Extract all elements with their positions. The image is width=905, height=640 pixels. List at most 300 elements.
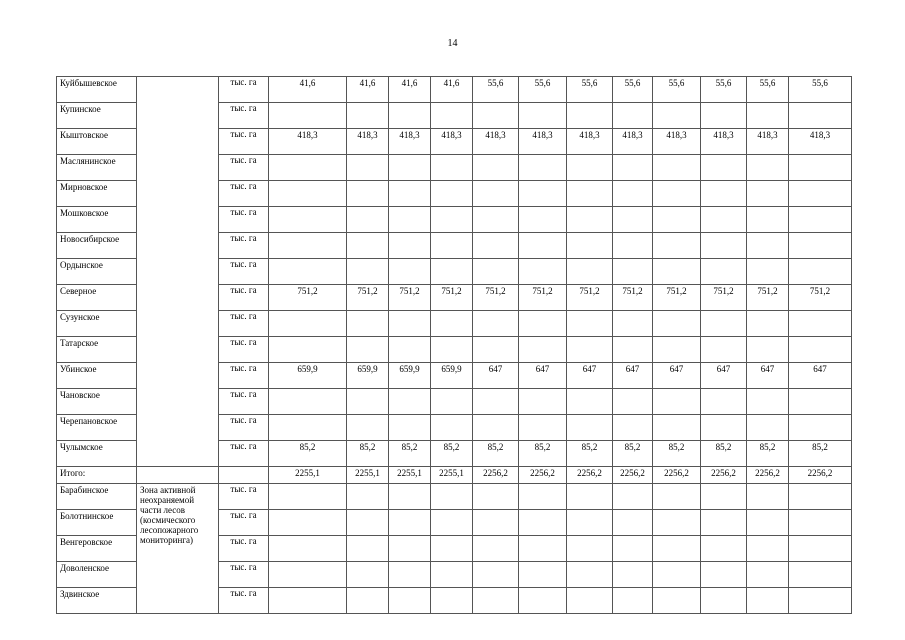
unit-cell: тыс. га: [219, 588, 269, 614]
value-cell: [519, 233, 567, 259]
value-cell: [269, 103, 347, 129]
value-cell: [747, 484, 789, 510]
total-value-cell: 2255,1: [431, 467, 473, 484]
value-cell: 85,2: [519, 441, 567, 467]
value-cell: [747, 562, 789, 588]
value-cell: [613, 510, 653, 536]
value-cell: 647: [613, 363, 653, 389]
value-cell: [389, 259, 431, 285]
zone-cell: [137, 467, 219, 484]
value-cell: 751,2: [389, 285, 431, 311]
unit-cell: тыс. га: [219, 259, 269, 285]
value-cell: [473, 415, 519, 441]
value-cell: [473, 484, 519, 510]
value-cell: [389, 536, 431, 562]
value-cell: [431, 181, 473, 207]
district-name: Чановское: [57, 389, 137, 415]
district-name: Барабинское: [57, 484, 137, 510]
unit-cell: тыс. га: [219, 129, 269, 155]
forest-area-table: [56, 76, 852, 614]
value-cell: [613, 389, 653, 415]
value-cell: [519, 562, 567, 588]
value-cell: [789, 562, 852, 588]
total-value-cell: 2256,2: [567, 467, 613, 484]
value-cell: [473, 588, 519, 614]
value-cell: [747, 259, 789, 285]
value-cell: [389, 233, 431, 259]
value-cell: [347, 484, 389, 510]
zone-cell: [137, 77, 219, 467]
value-cell: [431, 233, 473, 259]
unit-cell: тыс. га: [219, 103, 269, 129]
value-cell: 418,3: [269, 129, 347, 155]
value-cell: [789, 484, 852, 510]
value-cell: [613, 259, 653, 285]
value-cell: 647: [653, 363, 701, 389]
district-name: Мирновское: [57, 181, 137, 207]
value-cell: [389, 588, 431, 614]
value-cell: [473, 233, 519, 259]
value-cell: 55,6: [613, 77, 653, 103]
value-cell: [701, 181, 747, 207]
value-cell: [653, 233, 701, 259]
value-cell: [269, 588, 347, 614]
value-cell: [613, 415, 653, 441]
value-cell: [701, 536, 747, 562]
value-cell: [473, 510, 519, 536]
value-cell: [389, 103, 431, 129]
value-cell: [789, 389, 852, 415]
table-row: [57, 77, 852, 103]
district-name: Болотнинское: [57, 510, 137, 536]
value-cell: [567, 207, 613, 233]
district-name: Черепановское: [57, 415, 137, 441]
unit-cell: тыс. га: [219, 441, 269, 467]
value-cell: [519, 389, 567, 415]
district-name: Доволенское: [57, 562, 137, 588]
district-name: Здвинское: [57, 588, 137, 614]
value-cell: 418,3: [701, 129, 747, 155]
value-cell: [389, 207, 431, 233]
value-cell: 41,6: [431, 77, 473, 103]
value-cell: [473, 337, 519, 363]
value-cell: 85,2: [653, 441, 701, 467]
value-cell: [519, 311, 567, 337]
value-cell: [431, 484, 473, 510]
value-cell: [613, 562, 653, 588]
value-cell: 647: [473, 363, 519, 389]
value-cell: [701, 337, 747, 363]
value-cell: [389, 181, 431, 207]
value-cell: 55,6: [473, 77, 519, 103]
value-cell: [269, 259, 347, 285]
value-cell: [747, 233, 789, 259]
value-cell: 418,3: [347, 129, 389, 155]
unit-cell: тыс. га: [219, 415, 269, 441]
value-cell: [269, 155, 347, 181]
value-cell: 418,3: [653, 129, 701, 155]
value-cell: 418,3: [431, 129, 473, 155]
value-cell: [567, 311, 613, 337]
value-cell: [747, 389, 789, 415]
value-cell: [269, 337, 347, 363]
total-value-cell: 2255,1: [347, 467, 389, 484]
value-cell: [789, 337, 852, 363]
value-cell: 751,2: [789, 285, 852, 311]
value-cell: [269, 389, 347, 415]
value-cell: [473, 536, 519, 562]
value-cell: [347, 415, 389, 441]
value-cell: [347, 233, 389, 259]
value-cell: 55,6: [567, 77, 613, 103]
value-cell: [519, 484, 567, 510]
district-name: Сузунское: [57, 311, 137, 337]
value-cell: [747, 181, 789, 207]
value-cell: [519, 207, 567, 233]
value-cell: 659,9: [389, 363, 431, 389]
value-cell: 55,6: [701, 77, 747, 103]
value-cell: [473, 181, 519, 207]
value-cell: 55,6: [653, 77, 701, 103]
total-row: [57, 467, 852, 484]
value-cell: 55,6: [747, 77, 789, 103]
unit-cell: тыс. га: [219, 181, 269, 207]
total-value-cell: 2256,2: [701, 467, 747, 484]
value-cell: [653, 484, 701, 510]
value-cell: 85,2: [431, 441, 473, 467]
value-cell: [567, 103, 613, 129]
value-cell: [389, 415, 431, 441]
value-cell: [747, 207, 789, 233]
value-cell: [347, 389, 389, 415]
value-cell: 751,2: [613, 285, 653, 311]
value-cell: [389, 510, 431, 536]
unit-cell: тыс. га: [219, 285, 269, 311]
value-cell: [519, 155, 567, 181]
unit-cell: тыс. га: [219, 562, 269, 588]
value-cell: [747, 311, 789, 337]
value-cell: [347, 181, 389, 207]
value-cell: [347, 103, 389, 129]
value-cell: [519, 510, 567, 536]
unit-cell: тыс. га: [219, 510, 269, 536]
value-cell: [789, 259, 852, 285]
value-cell: [653, 103, 701, 129]
value-cell: [389, 562, 431, 588]
value-cell: [567, 155, 613, 181]
value-cell: [653, 562, 701, 588]
value-cell: [653, 415, 701, 441]
value-cell: 418,3: [389, 129, 431, 155]
unit-cell: тыс. га: [219, 484, 269, 510]
value-cell: 85,2: [701, 441, 747, 467]
value-cell: 418,3: [567, 129, 613, 155]
value-cell: 41,6: [389, 77, 431, 103]
value-cell: [431, 311, 473, 337]
value-cell: 751,2: [701, 285, 747, 311]
value-cell: [269, 207, 347, 233]
value-cell: [653, 510, 701, 536]
value-cell: [347, 536, 389, 562]
value-cell: [431, 337, 473, 363]
value-cell: [613, 181, 653, 207]
value-cell: 751,2: [347, 285, 389, 311]
value-cell: 85,2: [473, 441, 519, 467]
value-cell: 85,2: [269, 441, 347, 467]
value-cell: 41,6: [347, 77, 389, 103]
value-cell: [747, 415, 789, 441]
value-cell: [389, 155, 431, 181]
value-cell: [789, 588, 852, 614]
value-cell: 85,2: [389, 441, 431, 467]
value-cell: [701, 588, 747, 614]
value-cell: [473, 155, 519, 181]
value-cell: [613, 536, 653, 562]
value-cell: [431, 389, 473, 415]
value-cell: 85,2: [347, 441, 389, 467]
district-name: Маслянинское: [57, 155, 137, 181]
value-cell: [431, 536, 473, 562]
value-cell: [747, 103, 789, 129]
value-cell: [613, 103, 653, 129]
value-cell: 659,9: [431, 363, 473, 389]
value-cell: [519, 337, 567, 363]
value-cell: [613, 588, 653, 614]
unit-cell: тыс. га: [219, 77, 269, 103]
value-cell: [347, 311, 389, 337]
value-cell: 85,2: [789, 441, 852, 467]
value-cell: 647: [567, 363, 613, 389]
value-cell: [389, 484, 431, 510]
value-cell: [701, 415, 747, 441]
value-cell: [653, 311, 701, 337]
value-cell: [473, 259, 519, 285]
total-value-cell: 2256,2: [747, 467, 789, 484]
unit-cell: тыс. га: [219, 389, 269, 415]
value-cell: [701, 155, 747, 181]
value-cell: [431, 103, 473, 129]
total-label: Итого:: [57, 467, 137, 484]
value-cell: [567, 415, 613, 441]
value-cell: [613, 484, 653, 510]
value-cell: [789, 311, 852, 337]
value-cell: [789, 103, 852, 129]
value-cell: [389, 389, 431, 415]
district-name: Ордынское: [57, 259, 137, 285]
value-cell: [431, 588, 473, 614]
value-cell: [653, 259, 701, 285]
total-value-cell: 2256,2: [789, 467, 852, 484]
value-cell: [431, 415, 473, 441]
value-cell: 55,6: [519, 77, 567, 103]
value-cell: [613, 207, 653, 233]
value-cell: [653, 207, 701, 233]
value-cell: [653, 389, 701, 415]
value-cell: [519, 588, 567, 614]
value-cell: [613, 155, 653, 181]
district-name: Новосибирское: [57, 233, 137, 259]
value-cell: 85,2: [567, 441, 613, 467]
value-cell: [431, 510, 473, 536]
value-cell: [701, 562, 747, 588]
value-cell: [747, 510, 789, 536]
value-cell: [789, 181, 852, 207]
value-cell: [473, 207, 519, 233]
unit-cell: тыс. га: [219, 233, 269, 259]
value-cell: 751,2: [747, 285, 789, 311]
value-cell: [567, 510, 613, 536]
value-cell: [701, 484, 747, 510]
value-cell: [701, 233, 747, 259]
district-name: Убинское: [57, 363, 137, 389]
total-value-cell: 2256,2: [473, 467, 519, 484]
district-name: Купинское: [57, 103, 137, 129]
value-cell: [269, 415, 347, 441]
value-cell: [389, 337, 431, 363]
district-name: Куйбышевское: [57, 77, 137, 103]
value-cell: [473, 389, 519, 415]
value-cell: [519, 415, 567, 441]
value-cell: [789, 415, 852, 441]
value-cell: [747, 536, 789, 562]
value-cell: [431, 155, 473, 181]
value-cell: [653, 181, 701, 207]
district-name: Северное: [57, 285, 137, 311]
value-cell: [567, 588, 613, 614]
total-value-cell: 2256,2: [613, 467, 653, 484]
value-cell: [269, 562, 347, 588]
value-cell: [389, 311, 431, 337]
unit-cell: тыс. га: [219, 311, 269, 337]
value-cell: [347, 207, 389, 233]
value-cell: [789, 233, 852, 259]
value-cell: [701, 259, 747, 285]
value-cell: 418,3: [789, 129, 852, 155]
value-cell: 85,2: [747, 441, 789, 467]
value-cell: [269, 510, 347, 536]
value-cell: [653, 155, 701, 181]
value-cell: [347, 337, 389, 363]
value-cell: 418,3: [519, 129, 567, 155]
value-cell: [567, 259, 613, 285]
value-cell: 659,9: [347, 363, 389, 389]
unit-cell: тыс. га: [219, 155, 269, 181]
value-cell: 647: [519, 363, 567, 389]
value-cell: 647: [701, 363, 747, 389]
value-cell: [519, 181, 567, 207]
value-cell: [473, 103, 519, 129]
value-cell: [747, 337, 789, 363]
value-cell: [701, 207, 747, 233]
value-cell: [519, 259, 567, 285]
value-cell: [701, 311, 747, 337]
value-cell: [653, 337, 701, 363]
value-cell: [789, 510, 852, 536]
value-cell: 659,9: [269, 363, 347, 389]
value-cell: [653, 588, 701, 614]
value-cell: [613, 311, 653, 337]
value-cell: [431, 562, 473, 588]
value-cell: [347, 259, 389, 285]
value-cell: 85,2: [613, 441, 653, 467]
value-cell: [269, 536, 347, 562]
value-cell: [519, 103, 567, 129]
table-row: [57, 484, 852, 510]
value-cell: 55,6: [789, 77, 852, 103]
value-cell: [347, 510, 389, 536]
district-name: Кыштовское: [57, 129, 137, 155]
value-cell: 418,3: [747, 129, 789, 155]
value-cell: 647: [789, 363, 852, 389]
value-cell: [567, 337, 613, 363]
value-cell: [567, 233, 613, 259]
total-value-cell: 2255,1: [269, 467, 347, 484]
value-cell: [747, 588, 789, 614]
value-cell: 751,2: [431, 285, 473, 311]
value-cell: 751,2: [567, 285, 613, 311]
value-cell: [567, 181, 613, 207]
unit-cell: тыс. га: [219, 207, 269, 233]
value-cell: [269, 181, 347, 207]
value-cell: [347, 155, 389, 181]
value-cell: [347, 562, 389, 588]
page-number: 14: [447, 38, 458, 49]
value-cell: [701, 510, 747, 536]
zone-label: Зона активной неохраняемой части лесов (космического лесопожарного мониторинга): [137, 484, 219, 614]
district-name: Татарское: [57, 337, 137, 363]
value-cell: [269, 311, 347, 337]
total-value-cell: 2256,2: [519, 467, 567, 484]
value-cell: [347, 588, 389, 614]
value-cell: [269, 233, 347, 259]
value-cell: [789, 207, 852, 233]
unit-cell: тыс. га: [219, 363, 269, 389]
unit-cell: тыс. га: [219, 337, 269, 363]
value-cell: 41,6: [269, 77, 347, 103]
value-cell: [567, 484, 613, 510]
value-cell: [701, 389, 747, 415]
value-cell: [613, 337, 653, 363]
value-cell: [613, 233, 653, 259]
value-cell: [789, 155, 852, 181]
district-name: Мошковское: [57, 207, 137, 233]
value-cell: [567, 562, 613, 588]
value-cell: [747, 155, 789, 181]
value-cell: [701, 103, 747, 129]
value-cell: 418,3: [473, 129, 519, 155]
value-cell: 418,3: [613, 129, 653, 155]
value-cell: [473, 311, 519, 337]
value-cell: 647: [747, 363, 789, 389]
value-cell: [789, 536, 852, 562]
value-cell: [431, 207, 473, 233]
value-cell: [473, 562, 519, 588]
value-cell: 751,2: [269, 285, 347, 311]
value-cell: [653, 536, 701, 562]
value-cell: [431, 259, 473, 285]
total-value-cell: 2255,1: [389, 467, 431, 484]
value-cell: [269, 484, 347, 510]
value-cell: [519, 536, 567, 562]
value-cell: 751,2: [519, 285, 567, 311]
value-cell: 751,2: [473, 285, 519, 311]
unit-cell: [219, 467, 269, 484]
unit-cell: тыс. га: [219, 536, 269, 562]
value-cell: [567, 536, 613, 562]
district-name: Венгеровское: [57, 536, 137, 562]
value-cell: 751,2: [653, 285, 701, 311]
total-value-cell: 2256,2: [653, 467, 701, 484]
